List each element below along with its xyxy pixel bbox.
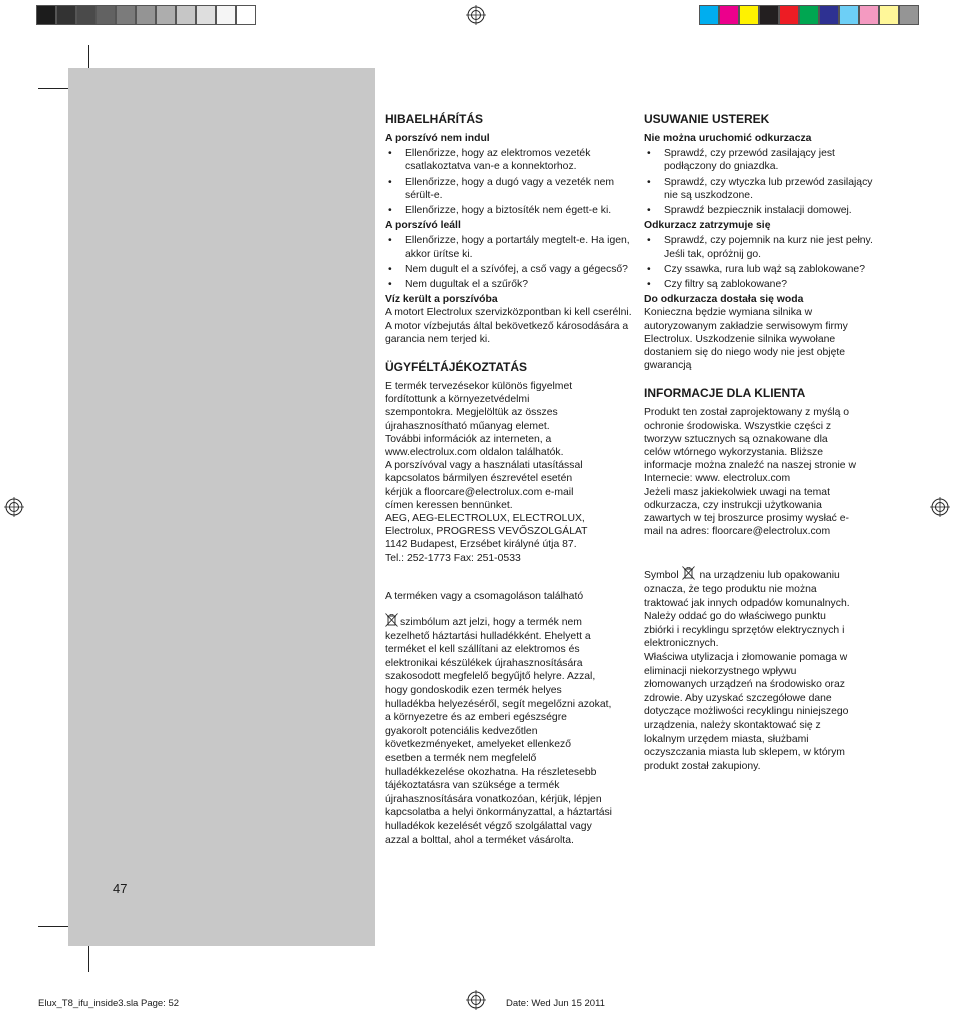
crossed-out-bin-icon [682, 566, 695, 580]
registration-mark-icon [466, 5, 486, 25]
color-swatch [176, 5, 196, 25]
page-side-panel [68, 68, 375, 946]
body-text: E termék tervezésekor különös figyelmet fordítottunk a környezetvédelmi szempontokra. Megjelöltük az összes újrahasznosítható műanyag elemet. További információk az interneten, a www.electrolux.com oldalon találhatók. A porszívóval vagy a használati utasítással kapcsolatos bármilyen észrevétel esetén kérjük a floorcare@electrolux.com e-mail címen keressen bennünket. AEG, AEG-ELECTROLUX, ELECTROLUX, Electrolux, PROGRESS VEVŐSZOLGÁLAT 1142 Budapest, Erzsébet királyné útja 87. Tel.: 252-1773 Fax: 251-0533 [385, 381, 588, 564]
registration-mark-icon [466, 990, 486, 1010]
footer-file-info: Elux_T8_ifu_inside3.sla Page: 52 [38, 998, 180, 1009]
weee-paragraph [385, 613, 633, 847]
polish-column [644, 112, 888, 773]
weee-text: oznacza, że tego produktu nie można traktować jak innych odpadów komunalnych. Należy oddać go do właściwego punktu zbiórki i recyklingu sprzętów elektrycznych i elektronicznych. Właściwa utylizacja i złomowanie pomaga w eliminacji niekorzystnego wpływu złomowanych urządzeń na środowisko oraz zdrowie. Aby uzyskać szczegółowe dane dotyczące możliwości recyklingu niniejszego urządzenia, należy skontaktować się z lokalnym urzędem miasta, służbami oczyszczania miasta lub sklepem, w którym produkt został zakupiony. [644, 584, 850, 772]
color-swatch [859, 5, 879, 25]
color-swatch [236, 5, 256, 25]
color-swatch [899, 5, 919, 25]
color-swatch [96, 5, 116, 25]
subsection-title: Víz került a porszívóba [385, 294, 498, 306]
weee-first-line [644, 566, 888, 583]
section-heading: ÜGYFÉLTÁJÉKOZTATÁS [385, 360, 527, 375]
grayscale-color-bar [36, 5, 256, 25]
bullet-list [385, 234, 633, 291]
color-swatch [719, 5, 739, 25]
color-swatch [136, 5, 156, 25]
body-text: Produkt ten został zaprojektowany z myślą o ochronie środowiska. Wszystkie części z tworzyw sztucznych są oznakowane dla celów wtórnego wykorzystania. Bliższe informacje można znaleźć na naszej stronie w Internecie: www. electrolux.com Jeżeli masz jakiekolwiek uwagi na temat odkurzacza, czy instrukcji użytkowania zawartych w tej broszurce prosimy wysłać e- mail na adres: floorcare@electrolux.com [644, 407, 856, 538]
footer-date-info: Date: Wed Jun 15 2011 [506, 998, 605, 1009]
list-item: • Ellenőrizze, hogy a biztosíték nem égett-e ki. [385, 204, 633, 217]
list-item: • Ellenőrizze, hogy az elektromos vezeték csatlakoztatva van-e a konnektorhoz. [385, 147, 633, 173]
subsection-title: Do odkurzacza dostała się woda [644, 294, 804, 306]
list-item: • Nem dugultak el a szűrők? [385, 278, 633, 291]
color-swatch [699, 5, 719, 25]
list-item: • Czy filtry są zablokowane? [644, 278, 888, 291]
process-color-bar [699, 5, 919, 25]
bullet-list [644, 234, 888, 291]
color-swatch [56, 5, 76, 25]
weee-first-line-rest: na urządzeniu lub opakowaniu [699, 570, 840, 582]
color-swatch [759, 5, 779, 25]
body-text: Konieczna będzie wymiana silnika w autoryzowanym zakładzie serwisowym firmy Electrolux. Uszkodzenie silnika wywołane dostaniem się do niego wody nie jest objęte gwarancją [644, 307, 848, 372]
hungarian-column [385, 112, 633, 847]
color-swatch [839, 5, 859, 25]
list-item: • Sprawdź, czy przewód zasilający jest podłączony do gniazdka. [644, 147, 888, 173]
list-item: • Ellenőrizze, hogy a dugó vagy a vezeték nem sérült-e. [385, 176, 633, 202]
color-swatch [196, 5, 216, 25]
bullet-list [644, 147, 888, 217]
crossed-out-bin-icon [385, 613, 398, 627]
section-heading: HIBAELHÁRÍTÁS [385, 112, 483, 126]
list-item: • Czy ssawka, rura lub wąż są zablokowane? [644, 263, 888, 276]
color-swatch [36, 5, 56, 25]
list-item: • Sprawdź, czy wtyczka lub przewód zasilający nie są uszkodzone. [644, 176, 888, 202]
body-text: A motort Electrolux szervizközpontban ki kell cserélni. A motor vízbejutás által bekövetkező károsodására a garancia nem terjed ki. [385, 307, 632, 345]
subsection-title: Odkurzacz zatrzymuje się [644, 220, 771, 232]
list-item: • Sprawdź, czy pojemnik na kurz nie jest pełny. Jeśli tak, opróżnij go. [644, 234, 888, 260]
page-number: 47 [113, 881, 128, 896]
color-swatch [779, 5, 799, 25]
weee-lead: Symbol [644, 570, 679, 582]
section-heading: USUWANIE USTEREK [644, 112, 770, 126]
registration-mark-icon [4, 497, 24, 517]
subsection-title: A porszívó leáll [385, 220, 461, 232]
color-swatch [116, 5, 136, 25]
weee-intro-text: A terméken vagy a csomagoláson található [385, 590, 584, 602]
color-swatch [879, 5, 899, 25]
color-swatch [739, 5, 759, 25]
list-item: • Nem dugult el a szívófej, a cső vagy a gégecső? [385, 263, 633, 276]
registration-mark-icon [930, 497, 950, 517]
color-swatch [799, 5, 819, 25]
list-item: • Ellenőrizze, hogy a portartály megtelt-e. Ha igen, akkor ürítse ki. [385, 234, 633, 260]
color-swatch [216, 5, 236, 25]
subsection-title: Nie można uruchomić odkurzacza [644, 133, 812, 144]
subsection-title: A porszívó nem indul [385, 133, 490, 144]
color-swatch [156, 5, 176, 25]
weee-text: szimbólum azt jelzi, hogy a termék nem kezelhető háztartási hulladékként. Ehelyett a terméket el kell szállítani az elektromos és elektronikai készülékek újrahasznosítására szakosodott megfelelő begyűjtő helyre. Azzal, hogy gondoskodik ezen termék helyes hulladékba helyezéséről, segít megelőzni azokat, a környezetre és az emberi egészségre gyakorolt potenciális kedvezőtlen következményeket, amelyeket ellenkező esetben a termék nem megfelelő hulladékkezelése okozhatna. Ha részletesebb tájékoztatásra van szüksége a termék újrahasznosítására vonatkozóan, kérjük, lépjen kapcsolatba a helyi önkormányzattal, a háztartási hulladékok kezelését végző szolgálattal vagy azzal a bolttal, ahol a terméket vásárolta. [385, 617, 612, 846]
section-heading: INFORMACJE DLA KLIENTA [644, 386, 806, 401]
color-swatch [76, 5, 96, 25]
bullet-list [385, 147, 633, 217]
list-item: • Sprawdź bezpiecznik instalacji domowej. [644, 204, 888, 217]
color-swatch [819, 5, 839, 25]
